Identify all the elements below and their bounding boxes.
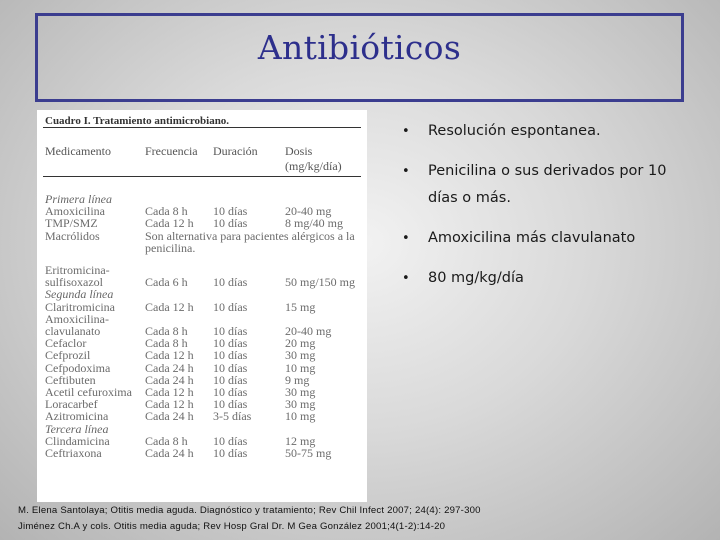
cell-freq: Cada 24 h [145, 360, 194, 375]
cell-dur: 10 días [213, 299, 248, 314]
table-header-row [43, 128, 361, 177]
bullet-text: Resolución espontanea. [428, 123, 601, 139]
cell-dose: 50-75 mg [285, 446, 332, 461]
cell-freq: Cada 8 h [145, 204, 188, 219]
cell-drug: clavulanato [45, 324, 101, 339]
bullet-list [398, 118, 698, 305]
section-segunda: Segunda línea [45, 287, 114, 302]
cell-dur: 10 días [213, 360, 248, 375]
bullet-text: 80 mg/kg/día [428, 270, 524, 286]
cell-dose: 30 mg [285, 348, 316, 363]
bullet-icon: • [402, 271, 410, 286]
cell-dur: 10 días [213, 348, 248, 363]
cell-dose: 15 mg [285, 299, 316, 314]
cell-drug: Clindamicina [45, 433, 110, 448]
cell-drug: Amoxicilina- [45, 311, 109, 326]
bullet-text: Penicilina o sus derivados por 10 días o más. [428, 163, 667, 206]
treatment-table-image [37, 110, 367, 502]
table-row [43, 230, 361, 254]
bullet-item [398, 265, 698, 292]
cell-dur: 10 días [213, 336, 248, 351]
cell-drug: Claritromicina [45, 299, 115, 314]
cell-freq: Cada 8 h [145, 324, 188, 339]
cell-freq: Cada 12 h [145, 385, 194, 400]
table-row [43, 217, 361, 229]
cell-freq: Cada 6 h [145, 275, 188, 290]
title-box [35, 13, 684, 102]
cell-dur: 10 días [213, 397, 248, 412]
cell-drug: Amoxicilina [45, 204, 105, 219]
cell-dose: 10 mg [285, 360, 316, 375]
cell-drug: Cefaclor [45, 336, 87, 351]
bullet-item [398, 118, 698, 145]
cell-dose: 30 mg [285, 385, 316, 400]
table-row [43, 447, 361, 459]
header-duracion: Duración [213, 144, 258, 158]
cell-drug: Ceftriaxona [45, 446, 102, 461]
cell-drug: TMP/SMZ [45, 216, 98, 231]
table-row [43, 362, 361, 374]
cell-dose: 20 mg [285, 336, 316, 351]
cell-drug: Eritromicina- [45, 263, 110, 278]
cell-drug: Loracarbef [45, 397, 98, 412]
cell-dur: 10 días [213, 275, 248, 290]
cell-freq: Cada 12 h [145, 299, 194, 314]
cell-drug: Azitromicina [45, 409, 109, 424]
bullet-text: Amoxicilina más clavulanato [428, 230, 636, 246]
cell-dose: 10 mg [285, 409, 316, 424]
cell-dur: 10 días [213, 324, 248, 339]
cell-freq: Cada 8 h [145, 433, 188, 448]
cell-dose: 12 mg [285, 433, 316, 448]
cell-note: Son alternativa para pacientes alérgicos a la penicilina. [145, 228, 355, 255]
cell-freq: Cada 12 h [145, 216, 194, 231]
cell-dur: 3-5 días [213, 409, 252, 424]
cell-dose: 8 mg/40 mg [285, 216, 344, 231]
table-row [43, 349, 361, 361]
table-caption: Cuadro I. Tratamiento antimicrobiano. [45, 115, 230, 127]
table-row [43, 410, 361, 422]
cell-dur: 10 días [213, 385, 248, 400]
cell-freq: Cada 12 h [145, 348, 194, 363]
cell-drug: Cefpodoxima [45, 360, 111, 375]
cell-dur: 10 días [213, 216, 248, 231]
bullet-item [398, 158, 698, 212]
reference-1: M. Elena Santolaya; Otitis media aguda. Diagnóstico y tratamiento; Rev Chil Infect 2007; 24(4): 297-300 [18, 505, 481, 516]
cell-dur: 10 días [213, 204, 248, 219]
slide-title: Antibióticos [257, 28, 462, 67]
cell-drug: Acetil cefuroxima [45, 385, 132, 400]
cell-freq: Cada 24 h [145, 409, 194, 424]
cell-dur: 10 días [213, 433, 248, 448]
section-primera: Primera línea [45, 192, 112, 206]
bullet-item [398, 225, 698, 252]
cell-drug: Cefprozil [45, 348, 91, 363]
table-row [43, 301, 361, 313]
header-frecuencia: Frecuencia [145, 144, 198, 158]
cell-dose: 30 mg [285, 397, 316, 412]
cell-dose: 9 mg [285, 372, 310, 387]
cell-dose: 50 mg/150 mg [285, 275, 356, 290]
cell-freq: Cada 24 h [145, 372, 194, 387]
bullet-icon: • [402, 124, 410, 139]
header-medicamento: Medicamento [45, 144, 111, 158]
bullet-icon: • [402, 164, 410, 179]
cell-dur: 10 días [213, 372, 248, 387]
cell-drug: Ceftibuten [45, 372, 96, 387]
reference-2: Jiménez Ch.A y cols. Otitis media aguda; Rev Hosp Gral Dr. M Gea González 2001;4(1-2):14-20 [18, 521, 446, 532]
references [18, 503, 481, 535]
section-tercera: Tercera línea [45, 421, 109, 436]
cell-dur: 10 días [213, 446, 248, 461]
cell-freq: Cada 24 h [145, 446, 194, 461]
cell-drug: Macrólidos [45, 228, 100, 243]
cell-dose: 20-40 mg [285, 204, 332, 219]
bullet-icon: • [402, 231, 410, 246]
cell-drug: sulfisoxazol [45, 275, 103, 290]
cell-dose: 20-40 mg [285, 324, 332, 339]
header-dosis: Dosis (mg/kg/día) [285, 144, 342, 173]
cell-freq: Cada 12 h [145, 397, 194, 412]
treatment-table [43, 127, 361, 459]
cell-freq: Cada 8 h [145, 336, 188, 351]
